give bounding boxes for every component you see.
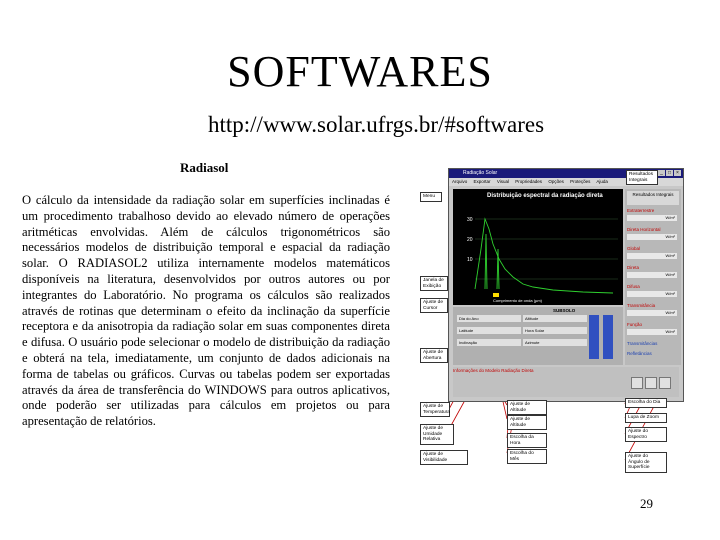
result-value: W/m² <box>627 272 677 278</box>
param-field[interactable]: Hora Solar <box>523 327 587 334</box>
result-value: W/m² <box>627 329 677 335</box>
section-heading: Radiasol <box>180 160 229 175</box>
slide-title: SOFTWARES <box>227 47 493 96</box>
menu-item-ajuda[interactable]: Ajuda <box>596 179 608 184</box>
result-value: W/m² <box>627 234 677 240</box>
param-field[interactable]: Azimute <box>523 339 587 346</box>
result-value: W/m² <box>627 253 677 259</box>
radiasol-screenshot-figure <box>420 168 710 471</box>
menu-item-opcoes[interactable]: Opções <box>548 179 564 184</box>
callout-janela: Janela de Exibição <box>420 276 448 291</box>
callout-menu: Menu <box>420 192 442 202</box>
param-field[interactable]: Inclinação <box>457 339 521 346</box>
minimize-icon[interactable]: _ <box>658 170 665 176</box>
result-label: Direta <box>627 265 640 270</box>
callout-escolha-dia: Escolha do Dia <box>625 398 667 408</box>
y-tick: 30 <box>467 217 473 223</box>
body-paragraph: O cálculo da intensidade da radiação solar em superfícies inclinadas é um procedimento trabalhoso devido ao elevado número de operações aritméticas envolvidas. Além de cálculos trigonométricos são necessários modelos de distribuição temporal e espacial da radiação solar. O RADIASOL2 utiliza internamente modelos matemáticos disponíveis na literatura, desenvolvidos por outros autores ou por integrantes do Laboratório. No programa os cálculos são realizados através de rotinas que determinam o efeito da inclinação da superfície receptora e da anisotropia da radiação solar em suas componentes direta e difusa. O usuário pode selecionar o modelo de distribuição da radiação e obterá na tela, imediatamente, um conjunto de dados adicionais na forma de tabelas ou gráficos. Curvas ou tabelas podem ser exportadas através da área de transferência do WINDOWS para outros aplicativos, onde poderão ser utilizadas para cálculos em projetos ou para apresentação de relatórios. <box>22 193 390 429</box>
slider-track[interactable] <box>589 315 599 359</box>
callout-escolha-mes: Escolha do Mês <box>507 449 547 464</box>
menu-item-propriedades[interactable]: Propriedades <box>515 179 543 184</box>
menu-item-visual[interactable]: Visual <box>496 179 509 184</box>
result-label: Difusa <box>627 284 640 289</box>
maximize-icon[interactable]: □ <box>667 170 672 176</box>
callout-ajuste-abertura: Ajuste de Abertura <box>420 348 448 363</box>
result-value: W/m² <box>627 291 677 297</box>
slide-url[interactable]: http://www.solar.ufrgs.br/#softwares <box>208 112 545 137</box>
param-field[interactable]: Latitude <box>457 327 521 334</box>
results-panel <box>625 189 681 365</box>
bottom-toolbar <box>453 367 679 397</box>
page-number: 29 <box>640 496 653 511</box>
result-value: W/m² <box>627 310 677 316</box>
callout-ajuste-espectro: Ajuste do Espectro <box>625 427 667 442</box>
param-field[interactable]: Altitude <box>523 315 587 322</box>
callout-escolha-hora: Escolha da Hora <box>507 433 547 448</box>
callout-lupa: Lupa de Zoom <box>625 413 667 423</box>
slider-track[interactable] <box>603 315 613 359</box>
menu-item-arquivo[interactable]: Arquivo <box>452 179 468 184</box>
refletancias-link[interactable]: Refletâncias <box>627 351 652 356</box>
result-label: Função <box>627 322 643 327</box>
model-info-label: Informações do Modelo Radiação Direta <box>453 368 534 373</box>
result-value: W/m² <box>627 215 677 221</box>
transmitancias-link[interactable]: Transmitâncias <box>627 341 658 346</box>
result-label: Direta Horizontal <box>627 227 661 232</box>
callout-ajuste-temperatura: Ajuste de Temperatura <box>420 402 450 417</box>
parameter-controls <box>453 307 623 365</box>
callout-ajuste-visibilidade: Ajuste de Visibilidade <box>420 450 468 465</box>
spectral-plot <box>453 189 623 305</box>
callout-ajuste-cursor: Ajuste de Cursor <box>420 298 448 313</box>
chart-icon[interactable] <box>645 377 657 389</box>
callout-resultados: Resultados Integrais <box>626 170 658 185</box>
callout-ajuste-umidade: Ajuste de Umidade Relativa <box>420 424 454 445</box>
controls-heading: SUBSOLO <box>553 308 576 313</box>
result-label: Extraterrestre <box>627 208 655 213</box>
callout-escolha-altitude: Ajuste de Altitude <box>507 415 547 430</box>
callout-ajuste-altitude: Ajuste de Altitude <box>507 400 547 415</box>
menu-item-protecoes[interactable]: Proteções <box>570 179 591 184</box>
result-label: Global <box>627 246 641 251</box>
close-icon[interactable]: × <box>674 170 681 176</box>
app-window <box>448 168 684 402</box>
menu-item-exportar[interactable]: Exportar <box>473 179 491 184</box>
results-heading: Resultados Integrais <box>627 191 679 205</box>
plot-curves <box>453 189 623 305</box>
y-tick: 20 <box>467 237 473 243</box>
exit-icon[interactable] <box>659 377 671 389</box>
window-title: Radiação Solar <box>463 170 498 176</box>
param-field[interactable]: Dia do Ano <box>457 315 521 322</box>
result-label: Transmitância <box>627 303 656 308</box>
print-icon[interactable] <box>631 377 643 389</box>
callout-ajuste-angulo: Ajuste do Ângulo de Superfície <box>625 452 667 473</box>
plot-title: Distribuição espectral da radiação direta <box>487 193 603 199</box>
plot-xlabel: Comprimento de onda (µm) <box>493 298 542 303</box>
y-tick: 10 <box>467 257 473 263</box>
